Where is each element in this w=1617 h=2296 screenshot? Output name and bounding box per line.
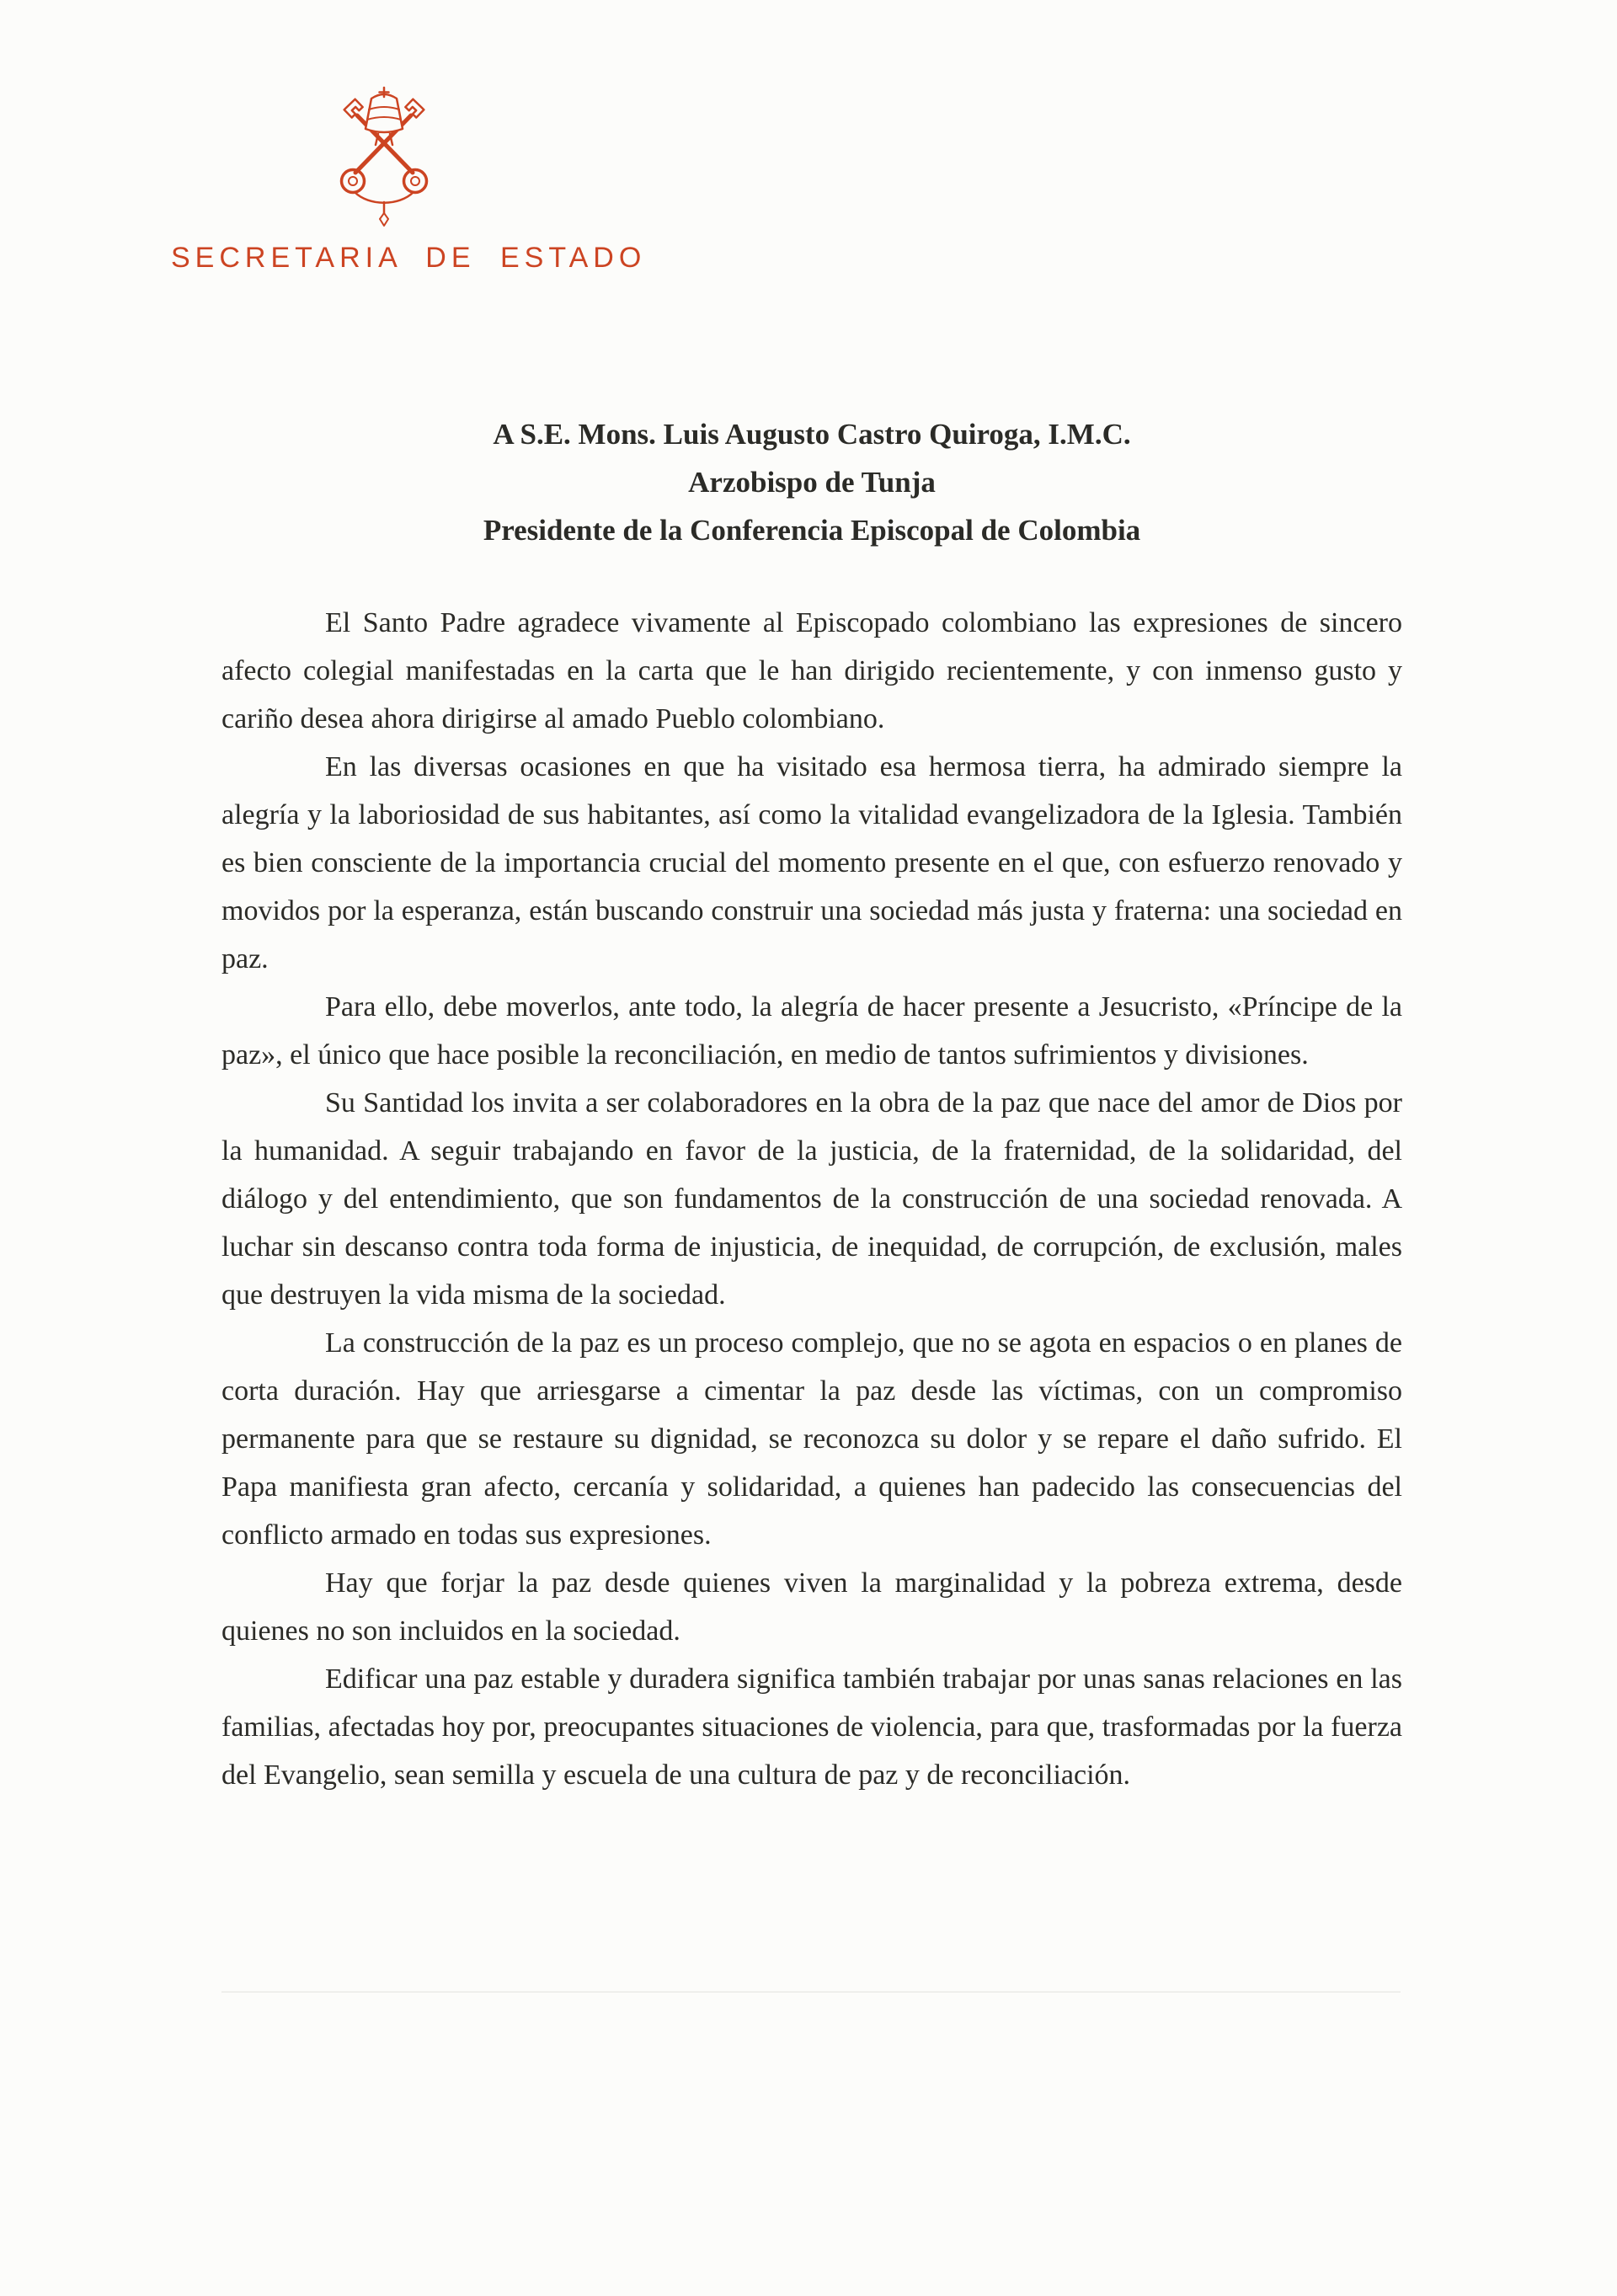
recipient-title: Arzobispo de Tunja bbox=[688, 466, 936, 499]
paragraph: La construcción de la paz es un proceso complejo, que no se agota en espacios o en planes de corta duración. Hay que arriesgarse a cimentar la paz desde las víctimas, con un compromiso permanente para que se restaure su dignidad, se reconozca su dolor y se repare el daño sufrido. El Papa manifiesta gran afecto, cercanía y solidaridad, a quienes han padecido las consecuencias del conflicto armado en todas sus expresiones. bbox=[221, 1327, 1402, 1551]
paragraph: Edificar una paz estable y duradera significa también trabajar por unas sanas relaciones en las familias, afectadas hoy por, preocupantes situaciones de violencia, para que, trasformadas por la fuerza del Evangelio, sean semilla y escuela de una cultura de paz y de reconciliación. bbox=[221, 1663, 1402, 1791]
paragraph: Hay que forjar la paz desde quienes viven la marginalidad y la pobreza extrema, desde quienes no son incluidos en la sociedad. bbox=[221, 1567, 1402, 1647]
scan-artifact bbox=[221, 1991, 1401, 1993]
letterhead bbox=[171, 84, 647, 275]
recipient-block bbox=[221, 410, 1402, 554]
letterhead-org-name: SECRETARIA DE ESTADO bbox=[171, 242, 647, 274]
recipient-role: Presidente de la Conferencia Episcopal de Colombia bbox=[483, 514, 1141, 547]
letter-body bbox=[221, 599, 1402, 1799]
paragraph: Su Santidad los invita a ser colaboradores en la obra de la paz que nace del amor de Dios por la humanidad. A seguir trabajando en favor de la justicia, de la fraternidad, de la solidaridad, del diálogo y del entendimiento, que son fundamentos de la construcción de una sociedad renovada. A luchar sin descanso contra toda forma de injusticia, de inequidad, de corrupción, de exclusión, males que destruyen la vida misma de la sociedad. bbox=[221, 1087, 1402, 1311]
paragraph: Para ello, debe moverlos, ante todo, la alegría de hacer presente a Jesucristo, «Príncipe de la paz», el único que hace posible la reconciliación, en medio de tantos sufrimientos y divisiones. bbox=[221, 991, 1402, 1071]
papal-emblem-icon bbox=[325, 84, 443, 229]
paragraph: El Santo Padre agradece vivamente al Episcopado colombiano las expresiones de sincero afecto colegial manifestadas en la carta que le han dirigido recientemente, y con inmenso gusto y cariño desea ahora dirigirse al amado Pueblo colombiano. bbox=[221, 607, 1402, 734]
paragraph: En las diversas ocasiones en que ha visitado esa hermosa tierra, ha admirado siempre la alegría y la laboriosidad de sus habitantes, así como la vitalidad evangelizadora de la Iglesia. También es bien consciente de la importancia crucial del momento presente en el que, con esfuerzo renovado y movidos por la esperanza, están buscando construir una sociedad más justa y fraterna: una sociedad en paz. bbox=[221, 751, 1402, 974]
recipient-name: A S.E. Mons. Luis Augusto Castro Quiroga, I.M.C. bbox=[493, 418, 1131, 451]
